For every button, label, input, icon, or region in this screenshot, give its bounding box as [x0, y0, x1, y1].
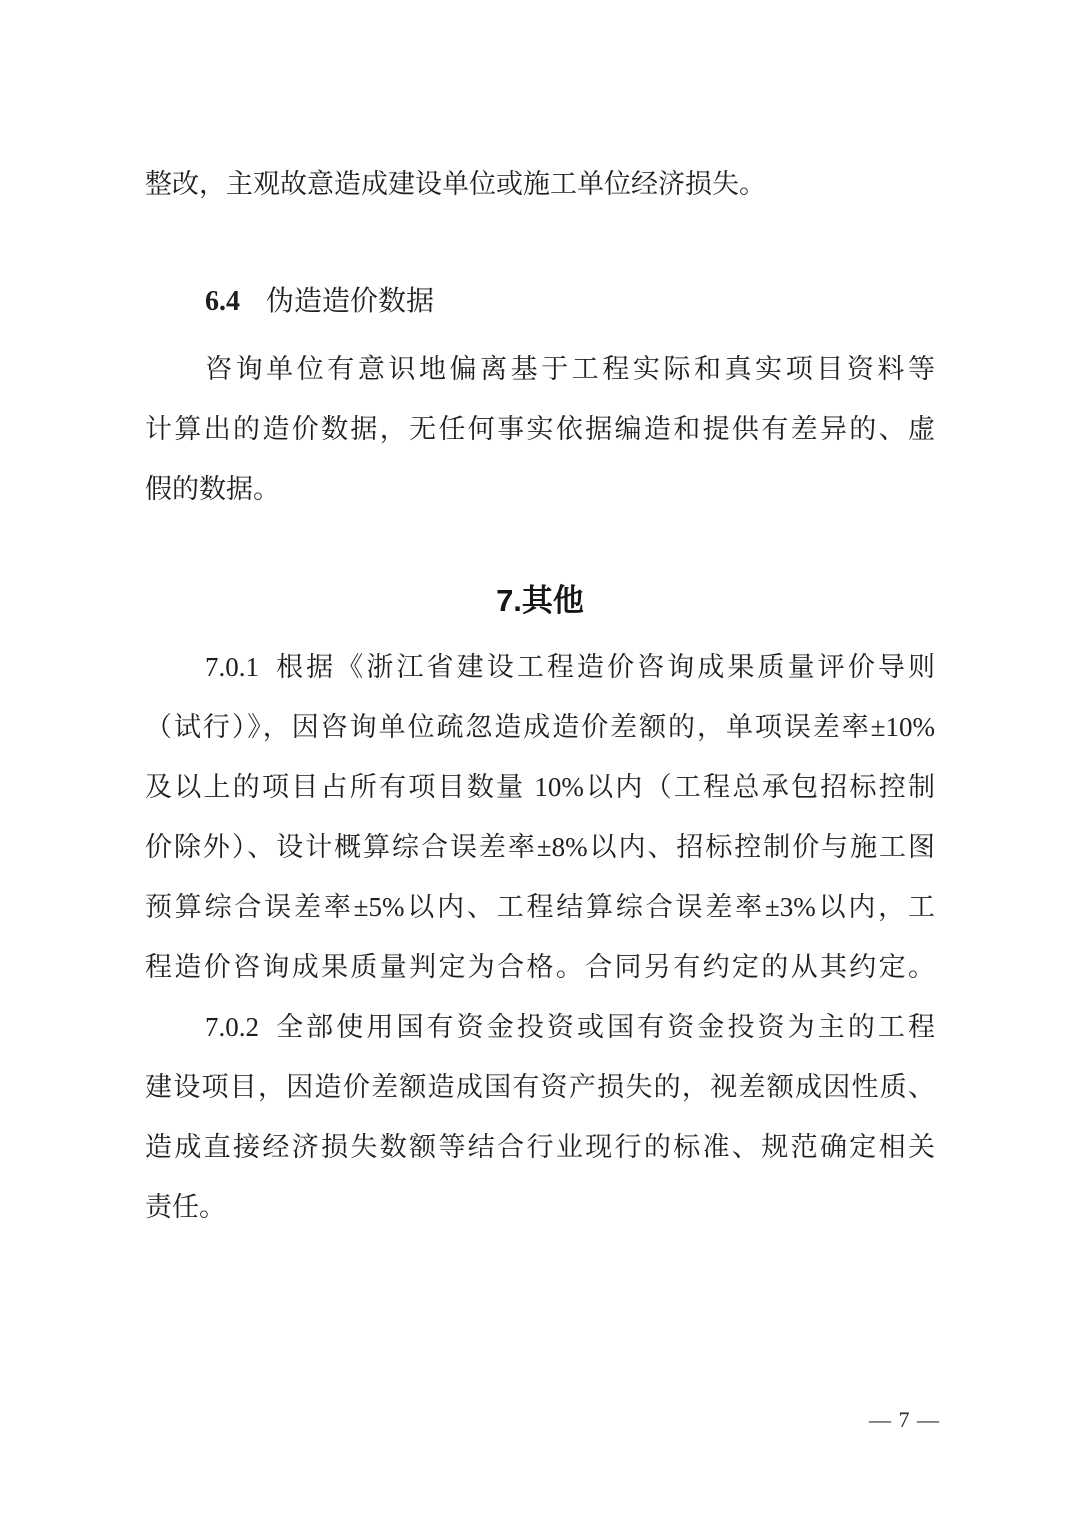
paragraph-6-4 [145, 339, 935, 519]
body-line: 价除外）、设计概算综合误差率±8%以内、招标控制价与施工图 [145, 832, 935, 862]
body-line [145, 997, 935, 1057]
body-line: 预算综合误差率±5%以内、工程结算综合误差率±3%以内，工 [145, 892, 935, 922]
heading-title: 伪造造价数据 [266, 286, 435, 317]
body-line: 建设项目，因造价差额造成国有资产损失的，视差额成因性质、 [145, 1072, 935, 1102]
heading-number: 6.4 [205, 286, 240, 317]
body-line: 程造价咨询成果质量判定为合格。合同另有约定的从其约定。 [145, 952, 935, 982]
body-line: 责任。 [145, 1192, 226, 1222]
body-line: 造成直接经济损失数额等结合行业现行的标准、规范确定相关 [145, 1132, 935, 1162]
page-number: — 7 — [869, 1407, 940, 1432]
body-line: 计算出的造价数据，无任何事实依据编造和提供有差异的、虚 [145, 414, 935, 444]
clause-number: 7.0.2 [205, 1012, 259, 1042]
paragraph-continuation [145, 154, 935, 214]
clause-text: 根据《浙江省建设工程造价咨询成果质量评价导则 [273, 652, 935, 682]
paragraph-7-0-1 [145, 637, 935, 997]
body-line: 整改，主观故意造成建设单位或施工单位经济损失。 [145, 169, 766, 199]
body-line [145, 637, 935, 697]
body-line: 及以上的项目占所有项目数量 10%以内（工程总承包招标控制 [145, 772, 935, 802]
section-heading-6-4 [145, 272, 995, 332]
clause-number: 7.0.1 [205, 652, 259, 682]
body-line: （试行）》，因咨询单位疏忽造成造价差额的，单项误差率±10% [145, 712, 935, 742]
body-line: 假的数据。 [145, 474, 280, 504]
paragraph-7-0-2 [145, 997, 935, 1237]
body-line: 咨询单位有意识地偏离基于工程实际和真实项目资料等 [205, 354, 935, 384]
clause-text: 全部使用国有资金投资或国有资金投资为主的工程 [273, 1012, 935, 1042]
chapter-heading-7: 7.其他 [496, 583, 584, 618]
